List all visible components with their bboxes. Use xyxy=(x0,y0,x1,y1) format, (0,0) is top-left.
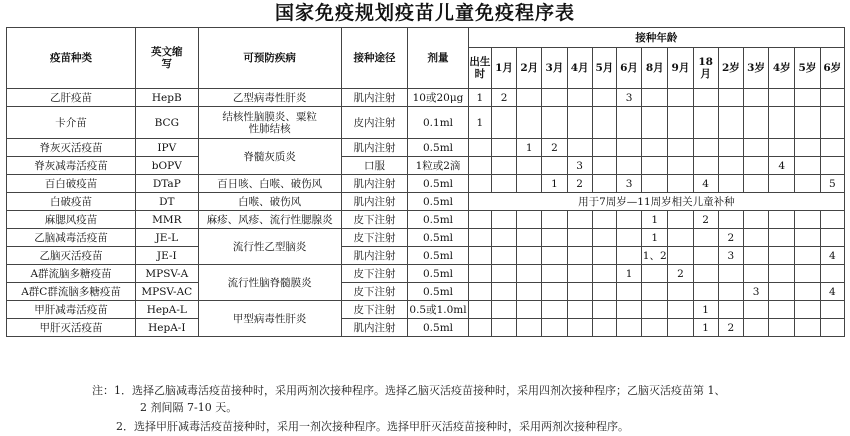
dose-number-cell xyxy=(795,265,820,283)
dose-number-cell xyxy=(795,211,820,229)
dose-number-cell xyxy=(769,139,795,157)
immunization-schedule-table xyxy=(6,27,845,337)
dose-number-cell xyxy=(743,319,768,337)
dose-number-cell xyxy=(567,139,592,157)
disease-cell: 脊髓灰质炎 xyxy=(198,139,341,175)
dose-number-cell xyxy=(517,89,542,107)
age-column-header: 6月 xyxy=(616,48,641,89)
vaccine-abbr: DTaP xyxy=(136,175,199,193)
dose-number-cell xyxy=(795,107,820,139)
dose-number-cell xyxy=(491,319,516,337)
age-column-header: 2月 xyxy=(517,48,542,89)
vaccine-name: 脊灰减毒活疫苗 xyxy=(7,157,136,175)
vaccine-abbr: HepA-L xyxy=(136,301,199,319)
dose-number-cell xyxy=(743,175,768,193)
dose-cell: 0.5ml xyxy=(408,247,468,265)
dose-number-cell: 1 xyxy=(642,229,668,247)
table-row xyxy=(7,301,845,319)
dose-number-cell xyxy=(743,107,768,139)
dose-number-cell xyxy=(542,211,567,229)
header-vaccine: 疫苗种类 xyxy=(7,28,136,89)
disease-cell: 甲型病毒性肝炎 xyxy=(198,301,341,337)
dose-number-cell xyxy=(820,319,844,337)
age-column-header: 出生时 xyxy=(468,48,491,89)
dose-number-cell xyxy=(468,247,491,265)
dose-cell: 1粒或2滴 xyxy=(408,157,468,175)
table-row xyxy=(7,175,845,193)
dose-number-cell xyxy=(517,283,542,301)
vaccine-name: 乙脑灭活疫苗 xyxy=(7,247,136,265)
vaccine-abbr: MMR xyxy=(136,211,199,229)
dose-number-cell xyxy=(795,139,820,157)
footnote-2: 2．选择甲肝减毒活疫苗接种时，采用一剂次接种程序。选择甲肝灭活疫苗接种时，采用两剂次接种程序。 xyxy=(116,420,629,433)
dose-number-cell xyxy=(668,229,693,247)
dose-cell: 0.5ml xyxy=(408,283,468,301)
dose-number-cell: 4 xyxy=(820,283,844,301)
vaccine-name: 甲肝灭活疫苗 xyxy=(7,319,136,337)
dose-number-cell xyxy=(642,301,668,319)
dose-number-cell: 3 xyxy=(743,283,768,301)
route-cell: 皮下注射 xyxy=(341,211,408,229)
dose-number-cell xyxy=(491,157,516,175)
dose-number-cell xyxy=(542,89,567,107)
disease-cell: 结核性脑膜炎、粟粒性肺结核 xyxy=(198,107,341,139)
dose-number-cell xyxy=(642,265,668,283)
dose-number-cell xyxy=(491,265,516,283)
dose-number-cell xyxy=(616,107,641,139)
dose-number-cell xyxy=(517,301,542,319)
route-cell: 口服 xyxy=(341,157,408,175)
table-row xyxy=(7,157,845,175)
route-cell: 肌内注射 xyxy=(341,175,408,193)
vaccine-name: 甲肝减毒活疫苗 xyxy=(7,301,136,319)
dose-cell: 0.5ml xyxy=(408,193,468,211)
age-column-header: 6岁 xyxy=(820,48,844,89)
vaccine-name: 脊灰灭活疫苗 xyxy=(7,139,136,157)
dose-number-cell xyxy=(642,139,668,157)
dose-number-cell xyxy=(468,175,491,193)
vaccine-abbr: bOPV xyxy=(136,157,199,175)
dose-number-cell xyxy=(642,157,668,175)
dose-number-cell xyxy=(567,301,592,319)
dose-number-cell xyxy=(517,319,542,337)
dose-number-cell: 3 xyxy=(616,175,641,193)
dose-number-cell xyxy=(718,157,743,175)
dose-number-cell xyxy=(517,157,542,175)
age-column-header: 5岁 xyxy=(795,48,820,89)
dose-number-cell xyxy=(468,319,491,337)
dose-number-cell xyxy=(820,107,844,139)
age-column-header: 3岁 xyxy=(743,48,768,89)
dose-number-cell: 5 xyxy=(820,175,844,193)
dose-number-cell xyxy=(769,175,795,193)
dose-number-cell xyxy=(567,89,592,107)
dose-number-cell xyxy=(769,211,795,229)
dose-cell: 10或20μg xyxy=(408,89,468,107)
route-cell: 皮下注射 xyxy=(341,301,408,319)
dose-cell: 0.5ml xyxy=(408,175,468,193)
dose-number-cell xyxy=(468,301,491,319)
vaccine-abbr: IPV xyxy=(136,139,199,157)
dose-number-cell xyxy=(668,157,693,175)
table-row xyxy=(7,139,845,157)
disease-cell: 百日咳、白喉、破伤风 xyxy=(198,175,341,193)
route-cell: 肌内注射 xyxy=(341,89,408,107)
dose-number-cell: 4 xyxy=(693,175,718,193)
dose-number-cell xyxy=(567,265,592,283)
dose-number-cell xyxy=(693,265,718,283)
dose-number-cell xyxy=(718,211,743,229)
vaccine-abbr: BCG xyxy=(136,107,199,139)
dose-number-cell xyxy=(468,229,491,247)
dose-number-cell xyxy=(642,107,668,139)
dose-number-cell xyxy=(642,319,668,337)
dose-number-cell: 1 xyxy=(517,139,542,157)
dose-number-cell xyxy=(517,229,542,247)
dose-number-cell: 2 xyxy=(668,265,693,283)
dose-number-cell xyxy=(491,229,516,247)
vaccine-name: A群流脑多糖疫苗 xyxy=(7,265,136,283)
route-cell: 皮下注射 xyxy=(341,265,408,283)
dose-cell: 0.5ml xyxy=(408,319,468,337)
dose-number-cell xyxy=(592,211,616,229)
dose-number-cell xyxy=(567,247,592,265)
age-column-header: 1月 xyxy=(491,48,516,89)
dose-number-cell xyxy=(820,211,844,229)
dose-number-cell xyxy=(820,265,844,283)
header-dose: 剂量 xyxy=(408,28,468,89)
dose-number-cell xyxy=(468,283,491,301)
dose-number-cell: 2 xyxy=(718,229,743,247)
dose-number-cell: 1、2 xyxy=(642,247,668,265)
dose-number-cell xyxy=(592,89,616,107)
dose-number-cell xyxy=(616,283,641,301)
dose-number-cell xyxy=(517,265,542,283)
disease-cell: 麻疹、风疹、流行性腮腺炎 xyxy=(198,211,341,229)
dose-number-cell xyxy=(795,247,820,265)
dose-number-cell: 1 xyxy=(468,107,491,139)
route-cell: 肌内注射 xyxy=(341,139,408,157)
dose-number-cell xyxy=(795,157,820,175)
dose-number-cell xyxy=(542,301,567,319)
dose-number-cell xyxy=(592,265,616,283)
vaccine-abbr: MPSV-AC xyxy=(136,283,199,301)
dose-number-cell xyxy=(642,283,668,301)
dose-number-cell: 1 xyxy=(616,265,641,283)
route-cell: 皮内注射 xyxy=(341,107,408,139)
dose-cell: 0.5ml xyxy=(408,265,468,283)
dose-number-cell xyxy=(491,211,516,229)
dose-number-cell xyxy=(668,301,693,319)
header-age-group: 接种年龄 xyxy=(468,28,844,48)
dose-number-cell xyxy=(795,89,820,107)
dose-number-cell xyxy=(542,319,567,337)
dose-number-cell xyxy=(718,283,743,301)
dose-number-cell xyxy=(592,229,616,247)
dose-cell: 0.5ml xyxy=(408,211,468,229)
dose-number-cell xyxy=(616,229,641,247)
dose-number-cell: 2 xyxy=(491,89,516,107)
dose-number-cell xyxy=(616,157,641,175)
dose-number-cell xyxy=(668,283,693,301)
table-row xyxy=(7,319,845,337)
dose-number-cell xyxy=(795,283,820,301)
vaccine-name: 白破疫苗 xyxy=(7,193,136,211)
vaccine-name: 乙肝疫苗 xyxy=(7,89,136,107)
dose-number-cell xyxy=(820,301,844,319)
age-column-header: 8月 xyxy=(642,48,668,89)
dose-number-cell xyxy=(718,139,743,157)
header-route: 接种途径 xyxy=(341,28,408,89)
dose-number-cell xyxy=(592,175,616,193)
dose-number-cell xyxy=(718,301,743,319)
dose-cell: 0.5ml xyxy=(408,229,468,247)
dose-number-cell: 1 xyxy=(693,319,718,337)
dose-number-cell xyxy=(693,247,718,265)
disease-cell: 白喉、破伤风 xyxy=(198,193,341,211)
dose-number-cell xyxy=(491,107,516,139)
dose-number-cell xyxy=(468,211,491,229)
dose-number-cell xyxy=(769,265,795,283)
dose-number-cell xyxy=(668,247,693,265)
dose-cell: 0.5ml xyxy=(408,139,468,157)
route-cell: 皮下注射 xyxy=(341,283,408,301)
dose-number-cell xyxy=(592,139,616,157)
dose-number-cell xyxy=(795,175,820,193)
dose-number-cell xyxy=(743,139,768,157)
dose-number-cell xyxy=(491,139,516,157)
dose-number-cell xyxy=(642,89,668,107)
dose-number-cell xyxy=(769,283,795,301)
dose-number-cell xyxy=(693,107,718,139)
dose-number-cell xyxy=(517,175,542,193)
dose-number-cell xyxy=(743,157,768,175)
header-disease: 可预防疾病 xyxy=(198,28,341,89)
dose-number-cell xyxy=(769,319,795,337)
table-row xyxy=(7,107,845,139)
dose-number-cell xyxy=(542,229,567,247)
disease-cell: 乙型病毒性肝炎 xyxy=(198,89,341,107)
table-row xyxy=(7,283,845,301)
dose-number-cell xyxy=(820,157,844,175)
age-column-header: 4岁 xyxy=(769,48,795,89)
dose-number-cell xyxy=(567,107,592,139)
dose-number-cell xyxy=(542,247,567,265)
vaccine-name: 麻腮风疫苗 xyxy=(7,211,136,229)
dose-number-cell xyxy=(795,301,820,319)
dose-number-cell xyxy=(718,107,743,139)
dose-number-cell xyxy=(769,229,795,247)
vaccine-name: 卡介苗 xyxy=(7,107,136,139)
table-row xyxy=(7,211,845,229)
dose-number-cell: 1 xyxy=(693,301,718,319)
footnote-1: 注：1．选择乙脑减毒活疫苗接种时，采用两剂次接种程序。选择乙脑灭活疫苗接种时，采用四剂次接种程序；乙脑灭活疫苗第 1、 xyxy=(92,384,726,397)
dose-number-cell xyxy=(517,247,542,265)
dose-number-cell xyxy=(468,157,491,175)
dose-number-cell xyxy=(668,139,693,157)
dose-number-cell xyxy=(567,229,592,247)
dose-number-cell: 3 xyxy=(567,157,592,175)
dose-number-cell xyxy=(820,229,844,247)
disease-cell: 流行性乙型脑炎 xyxy=(198,229,341,265)
age-column-header: 3月 xyxy=(542,48,567,89)
table-row xyxy=(7,265,845,283)
vaccine-abbr: JE-I xyxy=(136,247,199,265)
dose-number-cell xyxy=(491,301,516,319)
vaccine-name: 百白破疫苗 xyxy=(7,175,136,193)
disease-cell: 流行性脑脊髓膜炎 xyxy=(198,265,341,301)
dose-number-cell: 1 xyxy=(542,175,567,193)
table-row xyxy=(7,247,845,265)
dose-number-cell xyxy=(743,229,768,247)
footnote-1-continued: 2 剂间隔 7-10 天。 xyxy=(140,401,238,414)
dose-number-cell xyxy=(769,247,795,265)
table-row xyxy=(7,89,845,107)
dt-catchup-note: 用于7周岁—11周岁相关儿童补种 xyxy=(468,193,844,211)
dose-number-cell xyxy=(616,319,641,337)
dose-number-cell xyxy=(693,283,718,301)
dose-number-cell xyxy=(820,89,844,107)
dose-number-cell xyxy=(542,265,567,283)
dose-number-cell xyxy=(743,301,768,319)
dose-cell: 0.5或1.0ml xyxy=(408,301,468,319)
dose-number-cell xyxy=(743,89,768,107)
dose-number-cell xyxy=(820,139,844,157)
dose-number-cell xyxy=(769,107,795,139)
dose-number-cell xyxy=(668,107,693,139)
dose-number-cell xyxy=(693,157,718,175)
dose-number-cell xyxy=(642,175,668,193)
dose-number-cell xyxy=(567,211,592,229)
dose-number-cell xyxy=(542,107,567,139)
dose-number-cell xyxy=(542,283,567,301)
dose-number-cell xyxy=(693,139,718,157)
table-row xyxy=(7,229,845,247)
dose-number-cell xyxy=(592,247,616,265)
dose-number-cell xyxy=(616,301,641,319)
dose-number-cell: 1 xyxy=(468,89,491,107)
dose-number-cell xyxy=(567,319,592,337)
dose-cell: 0.1ml xyxy=(408,107,468,139)
age-column-header: 2岁 xyxy=(718,48,743,89)
dose-number-cell xyxy=(668,89,693,107)
page-title: 国家免疫规划疫苗儿童免疫程序表 xyxy=(274,2,575,24)
dose-number-cell xyxy=(592,283,616,301)
dose-number-cell xyxy=(795,319,820,337)
dose-number-cell xyxy=(668,175,693,193)
vaccine-name: A群C群流脑多糖疫苗 xyxy=(7,283,136,301)
route-cell: 皮下注射 xyxy=(341,229,408,247)
dose-number-cell xyxy=(616,139,641,157)
vaccine-abbr: JE-L xyxy=(136,229,199,247)
dose-number-cell xyxy=(592,301,616,319)
dose-number-cell: 1 xyxy=(642,211,668,229)
dose-number-cell xyxy=(517,107,542,139)
dose-number-cell: 4 xyxy=(769,157,795,175)
dose-number-cell: 4 xyxy=(820,247,844,265)
vaccine-name: 乙脑减毒活疫苗 xyxy=(7,229,136,247)
vaccine-abbr: DT xyxy=(136,193,199,211)
dose-number-cell xyxy=(491,175,516,193)
vaccine-abbr: HepA-I xyxy=(136,319,199,337)
dose-number-cell xyxy=(468,265,491,283)
vaccine-abbr: HepB xyxy=(136,89,199,107)
dose-number-cell xyxy=(517,211,542,229)
vaccine-abbr: MPSV-A xyxy=(136,265,199,283)
dose-number-cell xyxy=(718,89,743,107)
dose-number-cell xyxy=(491,283,516,301)
dose-number-cell xyxy=(668,211,693,229)
dose-number-cell xyxy=(795,229,820,247)
dose-number-cell xyxy=(542,157,567,175)
age-column-header: 4月 xyxy=(567,48,592,89)
table-row xyxy=(7,193,845,211)
dose-number-cell xyxy=(616,211,641,229)
dose-number-cell xyxy=(693,229,718,247)
dose-number-cell xyxy=(592,157,616,175)
dose-number-cell xyxy=(592,107,616,139)
age-column-header: 9月 xyxy=(668,48,693,89)
route-cell: 肌内注射 xyxy=(341,247,408,265)
dose-number-cell xyxy=(693,89,718,107)
age-column-header: 18月 xyxy=(693,48,718,89)
dose-number-cell xyxy=(743,211,768,229)
dose-number-cell xyxy=(769,89,795,107)
dose-number-cell xyxy=(718,265,743,283)
dose-number-cell xyxy=(592,319,616,337)
dose-number-cell: 2 xyxy=(693,211,718,229)
dose-number-cell xyxy=(743,247,768,265)
dose-number-cell xyxy=(743,265,768,283)
dose-number-cell xyxy=(491,247,516,265)
dose-number-cell xyxy=(769,301,795,319)
dose-number-cell xyxy=(468,139,491,157)
dose-number-cell xyxy=(616,247,641,265)
dose-number-cell: 3 xyxy=(616,89,641,107)
dose-number-cell xyxy=(567,283,592,301)
dose-number-cell: 2 xyxy=(542,139,567,157)
dose-number-cell: 2 xyxy=(718,319,743,337)
age-column-header: 5月 xyxy=(592,48,616,89)
route-cell: 肌内注射 xyxy=(341,193,408,211)
header-abbr: 英文缩写 xyxy=(136,28,199,89)
dose-number-cell xyxy=(668,319,693,337)
dose-number-cell: 2 xyxy=(567,175,592,193)
dose-number-cell: 3 xyxy=(718,247,743,265)
dose-number-cell xyxy=(718,175,743,193)
route-cell: 肌内注射 xyxy=(341,319,408,337)
